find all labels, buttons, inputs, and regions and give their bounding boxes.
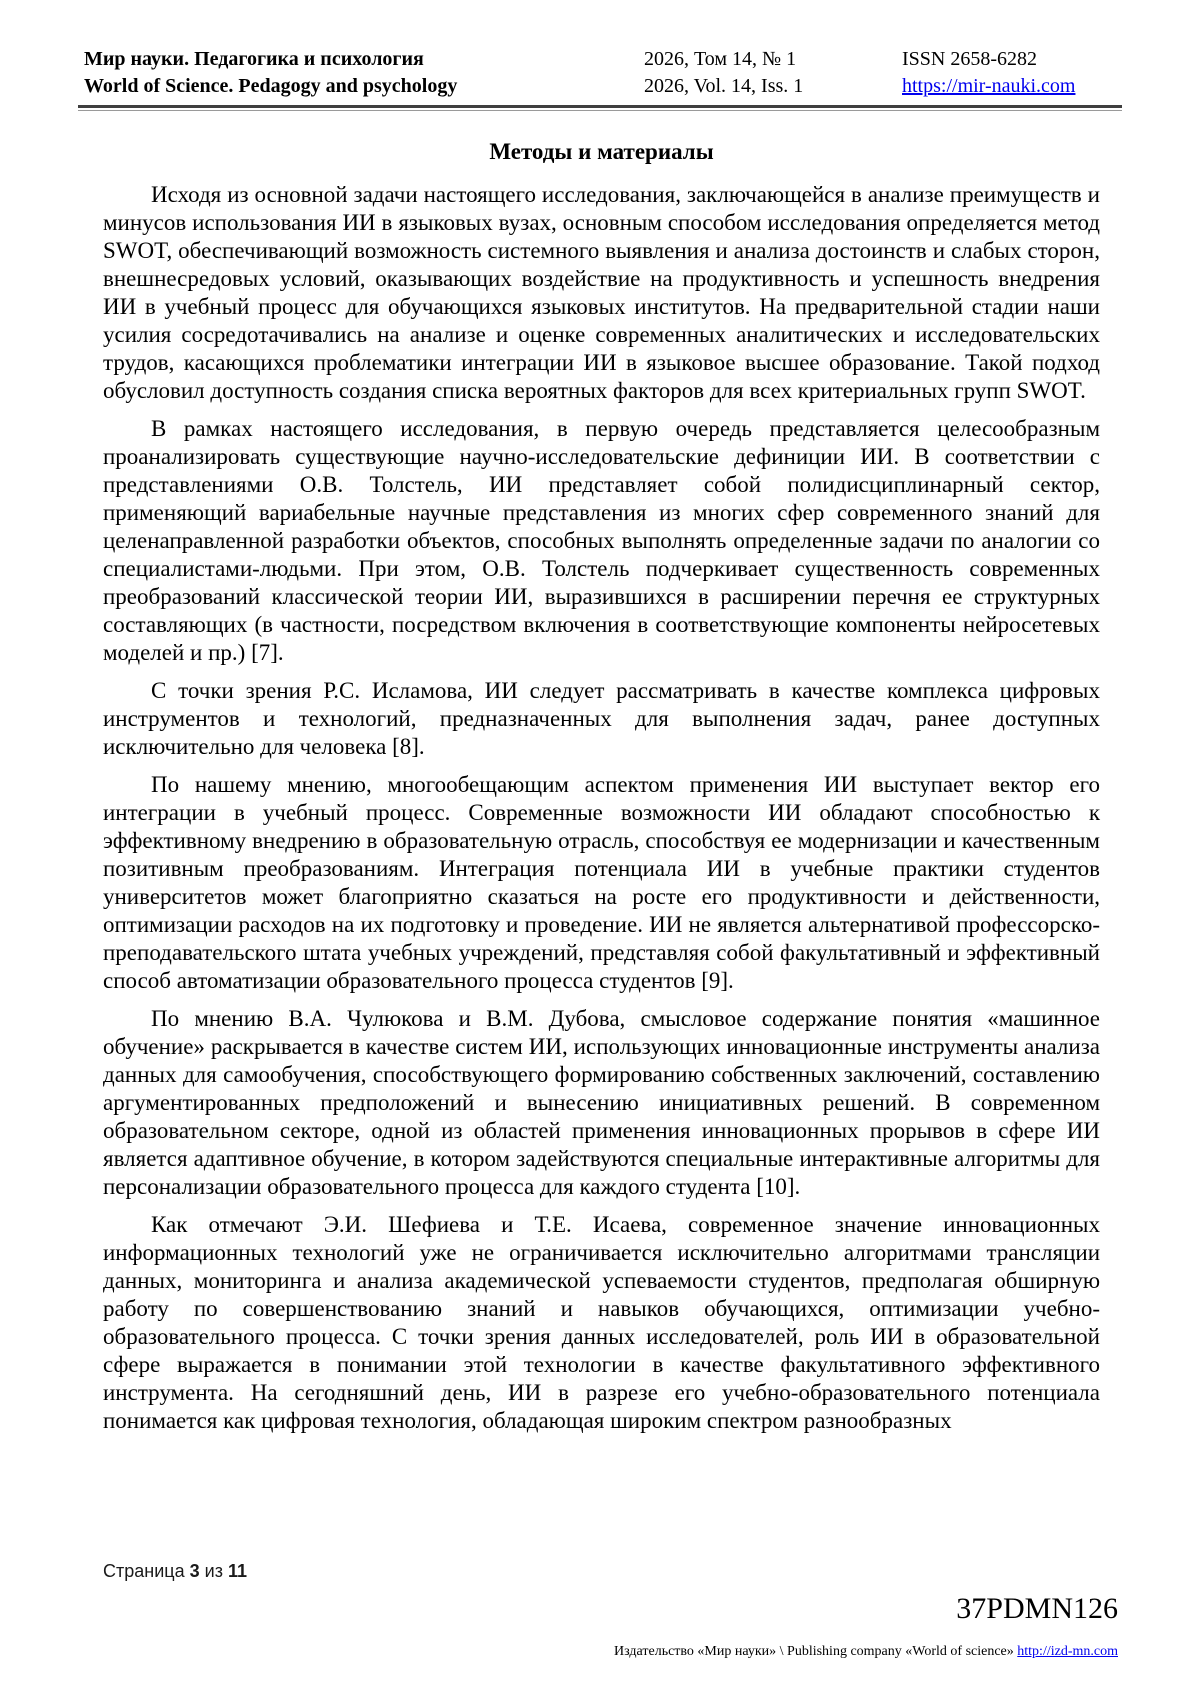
issn-block [902,46,1120,100]
body-paragraph: Как отмечают Э.И. Шефиева и Т.Е. Исаева, современное значение инновационных информационных технологий уже не ограничивается исключительно алгоритмами трансляции данных, мониторинга и анализа академической успеваемости студентов, предполагая обширную работу по совершенствованию знаний и навыков обучающихся, оптимизации учебно-образовательного процесса. С точки зрения данных исследователей, роль ИИ в образовательной сфере выражается в понимании этой технологии в качестве факультативного эффективного инструмента. На сегодняшний день, ИИ в разрезе его учебно-образовательного потенциала понимается как цифровая технология, обладающая широким спектром разнообразных [103,1212,1100,1433]
issue-info-block [644,46,902,100]
body-paragraph: С точки зрения Р.С. Исламова, ИИ следует рассматривать в качестве комплекса цифровых инструментов и технологий, предназначенных для выполнения задач, ранее доступных исключительно для человека [8]. [103,678,1100,759]
page-total: 11 [227,1561,247,1581]
page-of-word: из [204,1561,223,1581]
journal-header [84,46,1120,100]
issue-info-ru: 2026, Том 14, № 1 [644,48,797,70]
journal-title-en: World of Science. Pedagogy and psychology [84,75,458,97]
publisher-site-link[interactable]: http://izd-mn.com [1017,1644,1118,1659]
issue-info-en: 2026, Vol. 14, Iss. 1 [644,75,804,97]
publisher-text: Издательство «Мир науки» \ Publishing company «World of science» [614,1644,1014,1659]
body-paragraph: Исходя из основной задачи настоящего исследования, заключающейся в анализе преимуществ и минусов использования ИИ в языковых вузах, основным способом исследования определяется метод SWOT, обеспечивающий возможность системного выявления и анализа достоинств и слабых сторон, внешнесредовых условий, оказывающих воздействие на продуктивность и успешность внедрения ИИ в учебный процесс для обучающихся языковых институтов. На предварительной стадии наши усилия сосредотачивались на анализе и оценке современных аналитических и исследовательских трудов, касающихся проблематики интеграции ИИ в языковое высшее образование. Такой подход обусловил доступность создания списка вероятных факторов для всех критериальных групп SWOT. [103,182,1100,403]
page-current: 3 [189,1561,200,1581]
article-code: 37PDMN126 [956,1592,1118,1625]
page-word: Страница [103,1561,185,1581]
page-number [103,1561,247,1582]
publisher-line [614,1644,1118,1660]
body-paragraph: По мнению В.А. Чулюкова и В.М. Дубова, смысловое содержание понятия «машинное обучение» раскрывается в качестве систем ИИ, использующих инновационные инструменты анализа данных для самообучения, способствующего формированию собственных заключений, составлению аргументированных предположений и вынесению инициативных решений. В современном образовательном секторе, одной из областей применения инновационных прорывов в сфере ИИ является адаптивное обучение, в котором задействуются специальные интерактивные алгоритмы для персонализации образовательного процесса для каждого студента [10]. [103,1006,1100,1199]
journal-title-block [84,46,644,100]
article-body [103,139,1100,1435]
body-paragraph: В рамках настоящего исследования, в первую очередь представляется целесообразным проанализировать существующие научно-исследовательские дефиниции ИИ. В соответствии с представлениями О.В. Толстель, ИИ представляет собой полидисциплинарный сектор, применяющий вариабельные научные представления из многих сфер современного знаний для целенаправленной разработки объектов, способных выполнять определенные задачи по аналогии со специалистами-людьми. При этом, О.В. Толстель подчеркивает существенность современных преобразований классической теории ИИ, выразившихся в расширении перечня ее структурных составляющих (в частности, посредством включения в соответствующие компоненты нейросетевых моделей и пр.) [7]. [103,416,1100,665]
journal-title-ru: Мир науки. Педагогика и психология [84,48,424,70]
header-divider-rule [78,105,1122,111]
body-paragraph: По нашему мнению, многообещающим аспектом применения ИИ выступает вектор его интеграции в учебный процесс. Современные возможности ИИ обладают способностью к эффективному внедрению в образовательную отрасль, способствуя ее модернизации и качественным позитивным преобразованиям. Интеграция потенциала ИИ в учебные практики студентов университетов может благоприятно сказаться на росте его продуктивности и действенности, оптимизации расходов на их подготовку и проведение. ИИ не является альтернативой профессорско-преподавательского штата учебных учреждений, представляя собой факультативный и эффективный способ автоматизации образовательного процесса студентов [9]. [103,772,1100,993]
issn-number: ISSN 2658-6282 [902,48,1038,70]
section-title: Методы и материалы [489,139,714,164]
journal-site-link[interactable]: https://mir-nauki.com [902,75,1076,97]
